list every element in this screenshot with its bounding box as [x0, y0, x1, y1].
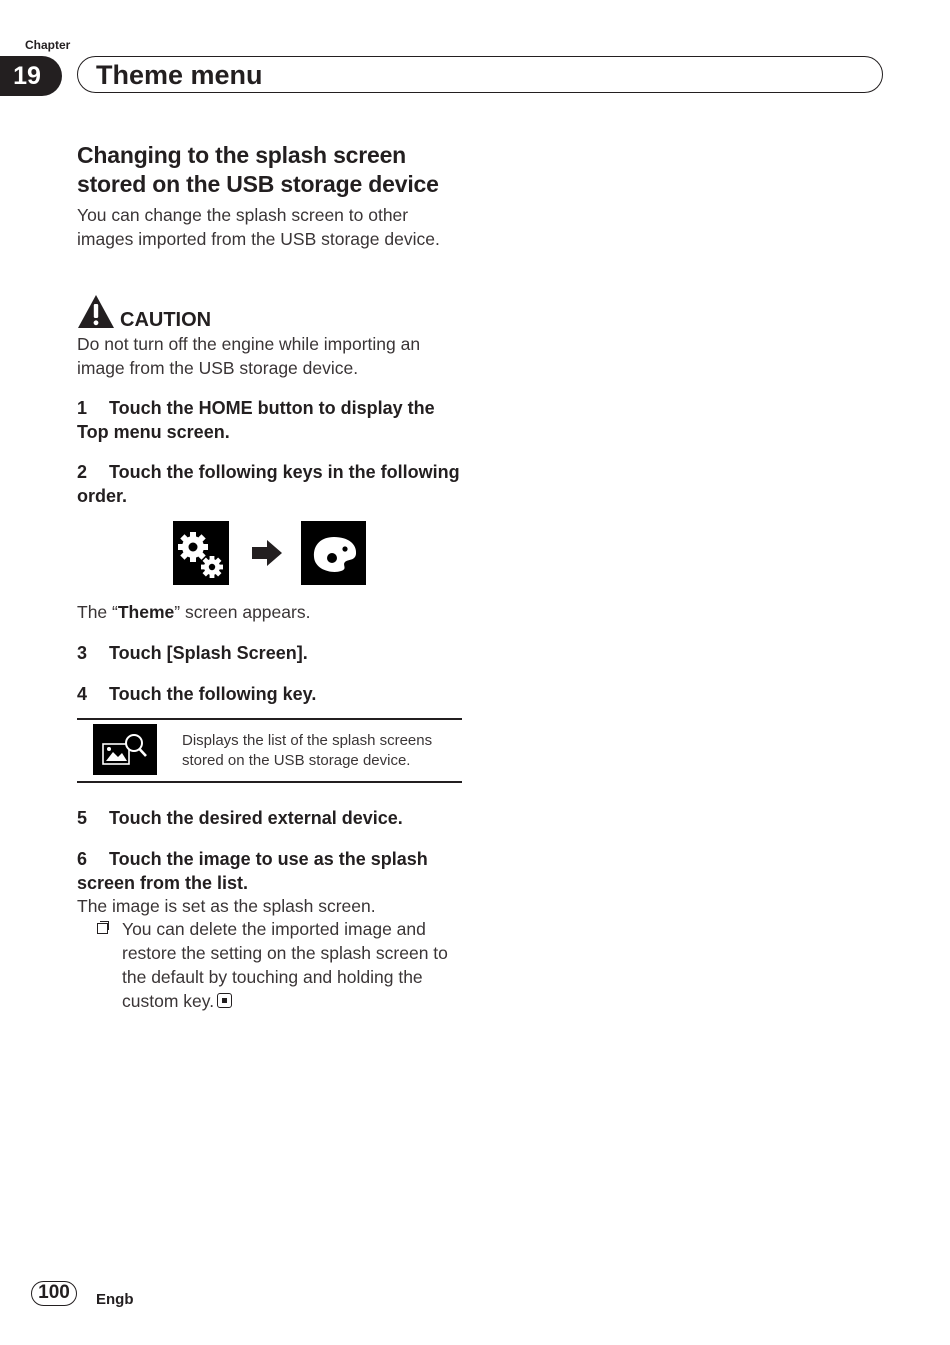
image-search-icon	[93, 724, 157, 775]
language-code: Engb	[96, 1291, 134, 1308]
step-number: 5	[77, 808, 88, 828]
table-top-rule	[77, 718, 462, 720]
theme-screen-text	[77, 600, 462, 624]
step-4	[77, 682, 462, 706]
theme-bold: Theme	[117, 602, 175, 622]
result-text: The image is set as the splash screen.	[77, 896, 376, 916]
table-bottom-rule	[77, 781, 462, 783]
caution-triangle-icon	[77, 294, 115, 330]
theme-palette-icon	[301, 521, 366, 585]
end-mark-icon	[217, 993, 232, 1008]
chapter-label: Chapter	[25, 38, 71, 52]
section-title-line2: stored on the USB storage device	[77, 171, 439, 197]
step-1	[77, 396, 462, 444]
step-number: 2	[77, 462, 88, 482]
step-6	[77, 847, 462, 895]
step-number: 6	[77, 849, 88, 869]
intro-text: You can change the splash screen to other images imported from the USB storage device.	[77, 205, 440, 249]
key-description: Displays the list of the splash screens stored on the USB storage device.	[182, 732, 433, 769]
theme-suffix: ” screen appears.	[174, 602, 311, 622]
chapter-number: 19	[0, 56, 62, 96]
note-bullet-icon	[97, 923, 108, 934]
caution-label: CAUTION	[120, 309, 212, 331]
step-number: 3	[77, 643, 88, 663]
section-title-line1: Changing to the splash screen	[77, 142, 407, 168]
step-5	[77, 806, 462, 830]
step-text: Touch the following keys in the following order.	[77, 462, 460, 506]
theme-prefix: The “	[77, 602, 118, 622]
step-text: Touch the image to use as the splash screen from the list.	[77, 849, 428, 893]
note-text-block	[122, 917, 467, 1013]
caution-text: Do not turn off the engine while importing an image from the USB storage device.	[77, 334, 421, 378]
note-text: You can delete the imported image and restore the setting on the splash screen to the default by touching and holding the custom key.	[122, 919, 448, 1011]
section-title	[77, 141, 462, 199]
page-number: 100	[31, 1281, 77, 1306]
step-text: Touch the following key.	[109, 684, 317, 704]
step-text: Touch [Splash Screen].	[109, 643, 308, 663]
chapter-title: Theme menu	[96, 60, 263, 90]
settings-gears-icon	[173, 521, 229, 585]
step-text: Touch the HOME button to display the Top menu screen.	[77, 398, 435, 442]
right-arrow-icon	[251, 539, 283, 572]
step-2	[77, 460, 462, 508]
step-number: 4	[77, 684, 88, 704]
step-3	[77, 641, 462, 665]
step-text: Touch the desired external device.	[109, 808, 403, 828]
step-number: 1	[77, 398, 88, 418]
